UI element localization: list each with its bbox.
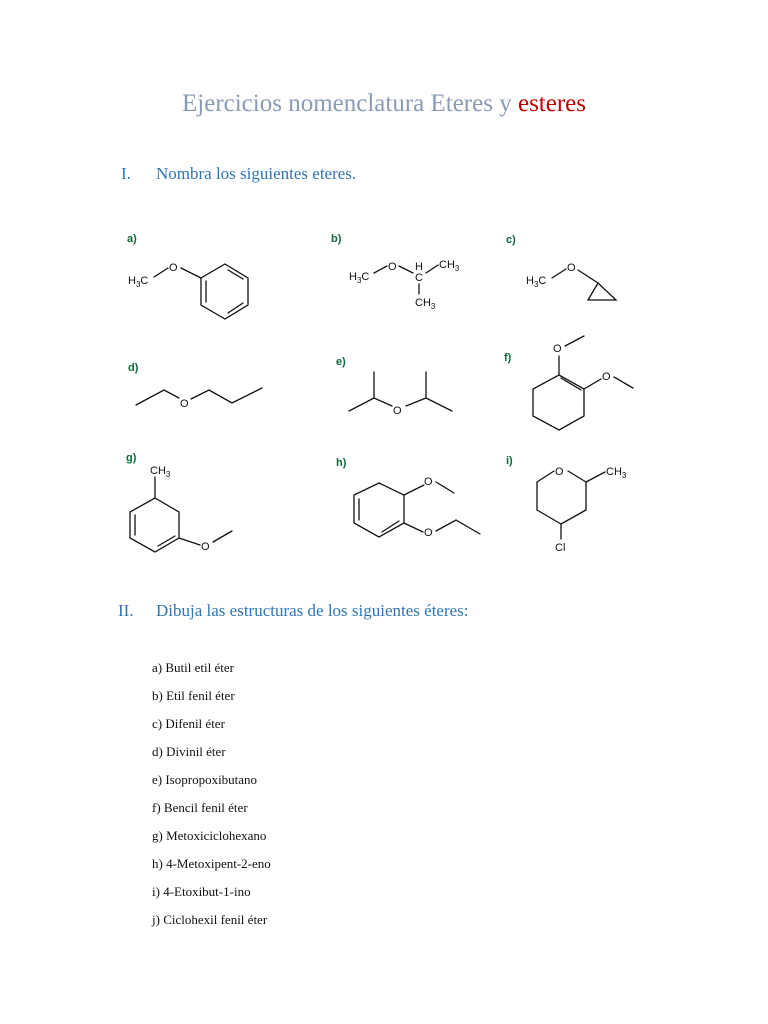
structure-h-label: h): [336, 457, 347, 469]
list-item: c) Difenil éter: [152, 716, 225, 731]
list-item: j) Ciclohexil fenil éter: [152, 912, 268, 927]
atom-o-top: O: [553, 343, 562, 355]
structure-a-label: a): [127, 233, 137, 245]
atom-o: O: [201, 541, 210, 553]
list-item: h) 4-Metoxipent-2-eno: [152, 856, 271, 871]
atom-o: O: [180, 398, 189, 410]
atom-o: O: [393, 405, 402, 417]
atom-o: O: [567, 262, 576, 274]
atom-c: C: [415, 272, 423, 284]
page-title: [0, 90, 768, 118]
structure-a: [124, 228, 264, 328]
structure-i: [504, 450, 654, 560]
structure-f: [502, 333, 652, 433]
list-item: i) 4-Etoxibut-1-ino: [152, 884, 251, 899]
structure-e: [334, 350, 474, 430]
atom-ch3: $CH_3$: [150, 465, 171, 479]
title-main: Ejercicios nomenclatura Eteres y: [182, 90, 512, 117]
structure-h: [334, 453, 494, 553]
atom-o: O: [169, 262, 178, 274]
structure-g: [124, 446, 264, 556]
atom-h: H: [415, 261, 423, 273]
atom-h3c: $H_3C$: [349, 271, 370, 285]
atom-ch3-top: $CH_3$: [439, 259, 460, 273]
atom-cl: Cl: [555, 542, 566, 554]
list-item: a) Butil etil éter: [152, 660, 234, 675]
structure-i-label: i): [506, 455, 513, 467]
section-2-heading: [118, 601, 469, 621]
structure-g-label: g): [126, 452, 137, 464]
atom-ch3-bottom: $CH_3$: [415, 297, 436, 311]
section-2-number: II.: [118, 601, 134, 620]
section-2-text: Dibuja las estructuras de los siguientes éteres:: [156, 601, 469, 620]
atom-ch3: $CH_3$: [606, 466, 627, 480]
structure-d: [124, 358, 274, 418]
list-item: f) Bencil fenil éter: [152, 800, 248, 815]
section-1-text: Nombra los siguientes eteres.: [156, 164, 357, 183]
atom-h3c: $H_3C$: [128, 275, 149, 289]
section-1-heading: [121, 164, 356, 184]
atom-h3c: $H_3C$: [526, 275, 547, 289]
structure-b-label: b): [331, 233, 342, 245]
structure-b: [329, 228, 479, 328]
list-item: b) Etil fenil éter: [152, 688, 235, 703]
list-item: d) Divinil éter: [152, 744, 226, 759]
structure-f-label: f): [504, 352, 512, 364]
section-1-number: I.: [121, 164, 131, 183]
atom-o-right: O: [602, 371, 611, 383]
structure-c-label: c): [506, 234, 516, 246]
structure-c: [504, 228, 644, 328]
atom-o-bottom: O: [424, 527, 433, 539]
list-item: e) Isopropoxibutano: [152, 772, 258, 787]
atom-o: O: [388, 261, 397, 273]
structure-d-label: d): [128, 362, 139, 374]
list-item: g) Metoxiciclohexano: [152, 828, 267, 843]
atom-o: O: [555, 466, 564, 478]
exercise-list: [152, 658, 271, 938]
atom-o-top: O: [424, 476, 433, 488]
structure-e-label: e): [336, 356, 346, 368]
title-highlight: esteres: [517, 90, 586, 117]
